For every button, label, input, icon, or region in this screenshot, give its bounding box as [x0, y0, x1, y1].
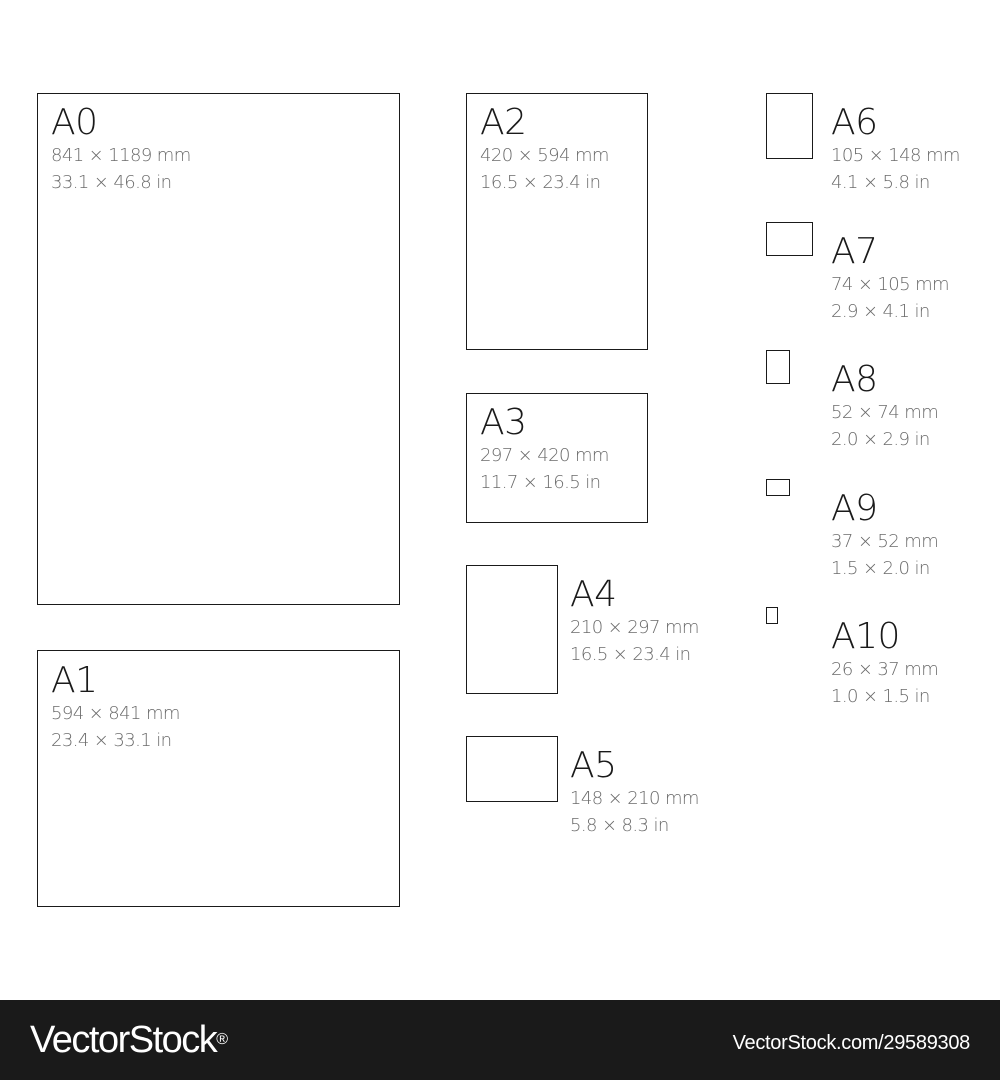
- a6-name: A6: [831, 102, 878, 143]
- a3-label: [480, 404, 609, 496]
- footer-brand: [30, 1017, 228, 1063]
- a3-name: A3: [480, 402, 527, 443]
- a7-sheet: [766, 222, 813, 256]
- a3-mm: 297 × 420 mm: [480, 445, 609, 466]
- a4-sheet: [466, 565, 558, 694]
- a10-name: A10: [831, 616, 900, 657]
- a4-label: [570, 576, 699, 668]
- a10-mm: 26 × 37 mm: [831, 659, 939, 680]
- footer-image-id: VectorStock.com/29589308: [732, 1032, 970, 1054]
- a2-label: [480, 104, 609, 196]
- a2-name: A2: [480, 102, 527, 143]
- a10-sheet: [766, 607, 778, 624]
- a7-inches: 2.9 × 4.1 in: [831, 301, 930, 322]
- a9-name: A9: [831, 488, 878, 529]
- a6-sheet: [766, 93, 813, 159]
- a0-mm: 841 × 1189 mm: [51, 145, 191, 166]
- a6-label: [831, 104, 960, 196]
- a0-name: A0: [51, 102, 98, 143]
- a9-label: [831, 490, 938, 582]
- a4-inches: 16.5 × 23.4 in: [570, 644, 691, 665]
- a5-label: [570, 747, 699, 839]
- a9-sheet: [766, 479, 790, 496]
- a5-mm: 148 × 210 mm: [570, 788, 699, 809]
- a7-mm: 74 × 105 mm: [831, 274, 949, 295]
- a8-label: [831, 361, 938, 453]
- a8-inches: 2.0 × 2.9 in: [831, 429, 930, 450]
- a5-name: A5: [570, 745, 617, 786]
- a1-mm: 594 × 841 mm: [51, 703, 180, 724]
- a2-mm: 420 × 594 mm: [480, 145, 609, 166]
- a9-inches: 1.5 × 2.0 in: [831, 558, 930, 579]
- a3-inches: 11.7 × 16.5 in: [480, 472, 601, 493]
- a10-label: [831, 618, 938, 710]
- a10-inches: 1.0 × 1.5 in: [831, 686, 930, 707]
- a6-mm: 105 × 148 mm: [831, 145, 960, 166]
- registered-mark: ®: [216, 1031, 229, 1048]
- a5-sheet: [466, 736, 558, 802]
- a9-mm: 37 × 52 mm: [831, 531, 939, 552]
- footer-bar: [0, 1000, 1000, 1080]
- footer-brand-text: VectorStock: [30, 1019, 217, 1061]
- a1-label: [51, 662, 180, 754]
- a1-name: A1: [51, 660, 98, 701]
- a0-label: [51, 104, 191, 196]
- a7-label: [831, 233, 949, 325]
- a0-inches: 33.1 × 46.8 in: [51, 172, 172, 193]
- a5-inches: 5.8 × 8.3 in: [570, 815, 669, 836]
- a2-inches: 16.5 × 23.4 in: [480, 172, 601, 193]
- a6-inches: 4.1 × 5.8 in: [831, 172, 930, 193]
- a4-name: A4: [570, 574, 617, 615]
- a7-name: A7: [831, 231, 878, 272]
- a8-sheet: [766, 350, 790, 384]
- a8-name: A8: [831, 359, 878, 400]
- a4-mm: 210 × 297 mm: [570, 617, 699, 638]
- a1-inches: 23.4 × 33.1 in: [51, 730, 172, 751]
- a8-mm: 52 × 74 mm: [831, 402, 939, 423]
